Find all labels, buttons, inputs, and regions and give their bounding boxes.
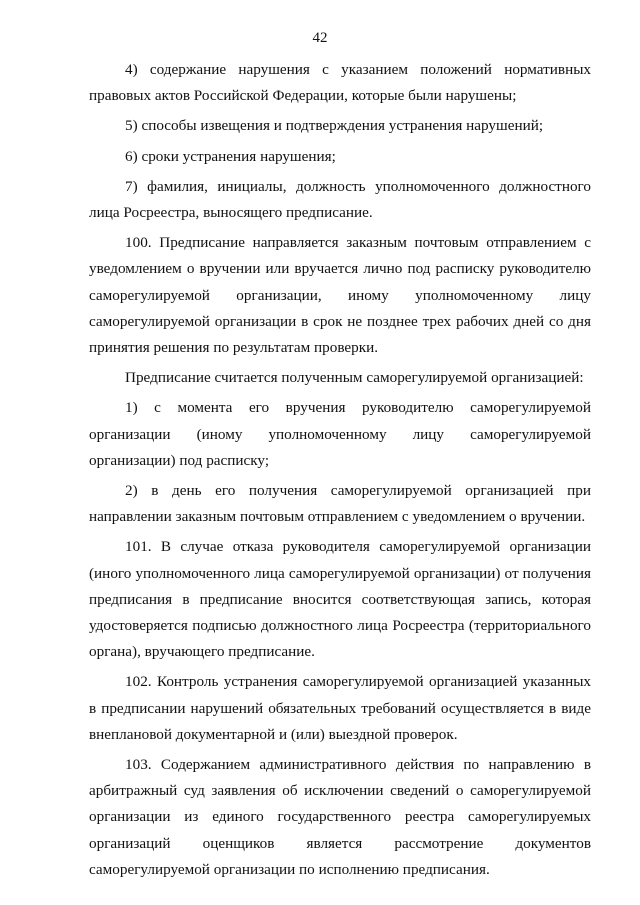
paragraph-item-5: 5) способы извещения и подтверждения устранения нарушений; — [125, 117, 544, 135]
document-body — [89, 57, 591, 883]
paragraph-item-6: 6) сроки устранения нарушения; — [125, 147, 336, 165]
paragraph-item-4: 4) содержание нарушения с указанием положений нормативных правовых актов Российской Федерации, которые были нарушены; — [89, 61, 591, 105]
paragraph-103: 103. Содержанием административного действия по направлению в арбитражный суд заявления об исключении сведений о саморегулируемой организации из единого государственного реестра саморегулируемых организаций оценщиков является рассмотрение документов саморегулируемой организации по исполнению предписания. — [89, 756, 591, 878]
paragraph-101: 101. В случае отказа руководителя саморегулируемой организации (иного уполномоченного лица саморегулируемой организации) от получения предписания в предписание вносится соответствующая запись, которая удостоверяется подписью должностного лица Росреестра (территориального органа), вручающего предписание. — [89, 538, 591, 661]
paragraph-100: 100. Предписание направляется заказным почтовым отправлением с уведомлением о вручении или вручается лично под расписку руководителю саморегулируемой организации, иному уполномоченному лицу саморегулируемой организации в срок не позднее трех рабочих дней со дня принятия решения по результатам проверки. — [89, 234, 591, 357]
paragraph-receipt-2: 2) в день его получения саморегулируемой организацией при направлении заказным почтовым отправлением с уведомлением о вручении. — [89, 482, 591, 526]
page-number: 42 — [312, 30, 328, 46]
paragraph-102: 102. Контроль устранения саморегулируемой организацией указанных в предписании нарушений обязательных требований осуществляется в виде внеплановой документарной и (или) выездной проверок. — [89, 673, 591, 743]
paragraph-receipt-1: 1) с момента его вручения руководителю саморегулируемой организации (иному уполномоченному лицу саморегулируемой организации) под расписку; — [89, 399, 591, 469]
paragraph-item-7: 7) фамилия, инициалы, должность уполномоченного должностного лица Росреестра, выносящего предписание. — [89, 177, 591, 222]
paragraph-receipt-intro: Предписание считается полученным саморегулируемой организацией: — [125, 369, 584, 387]
